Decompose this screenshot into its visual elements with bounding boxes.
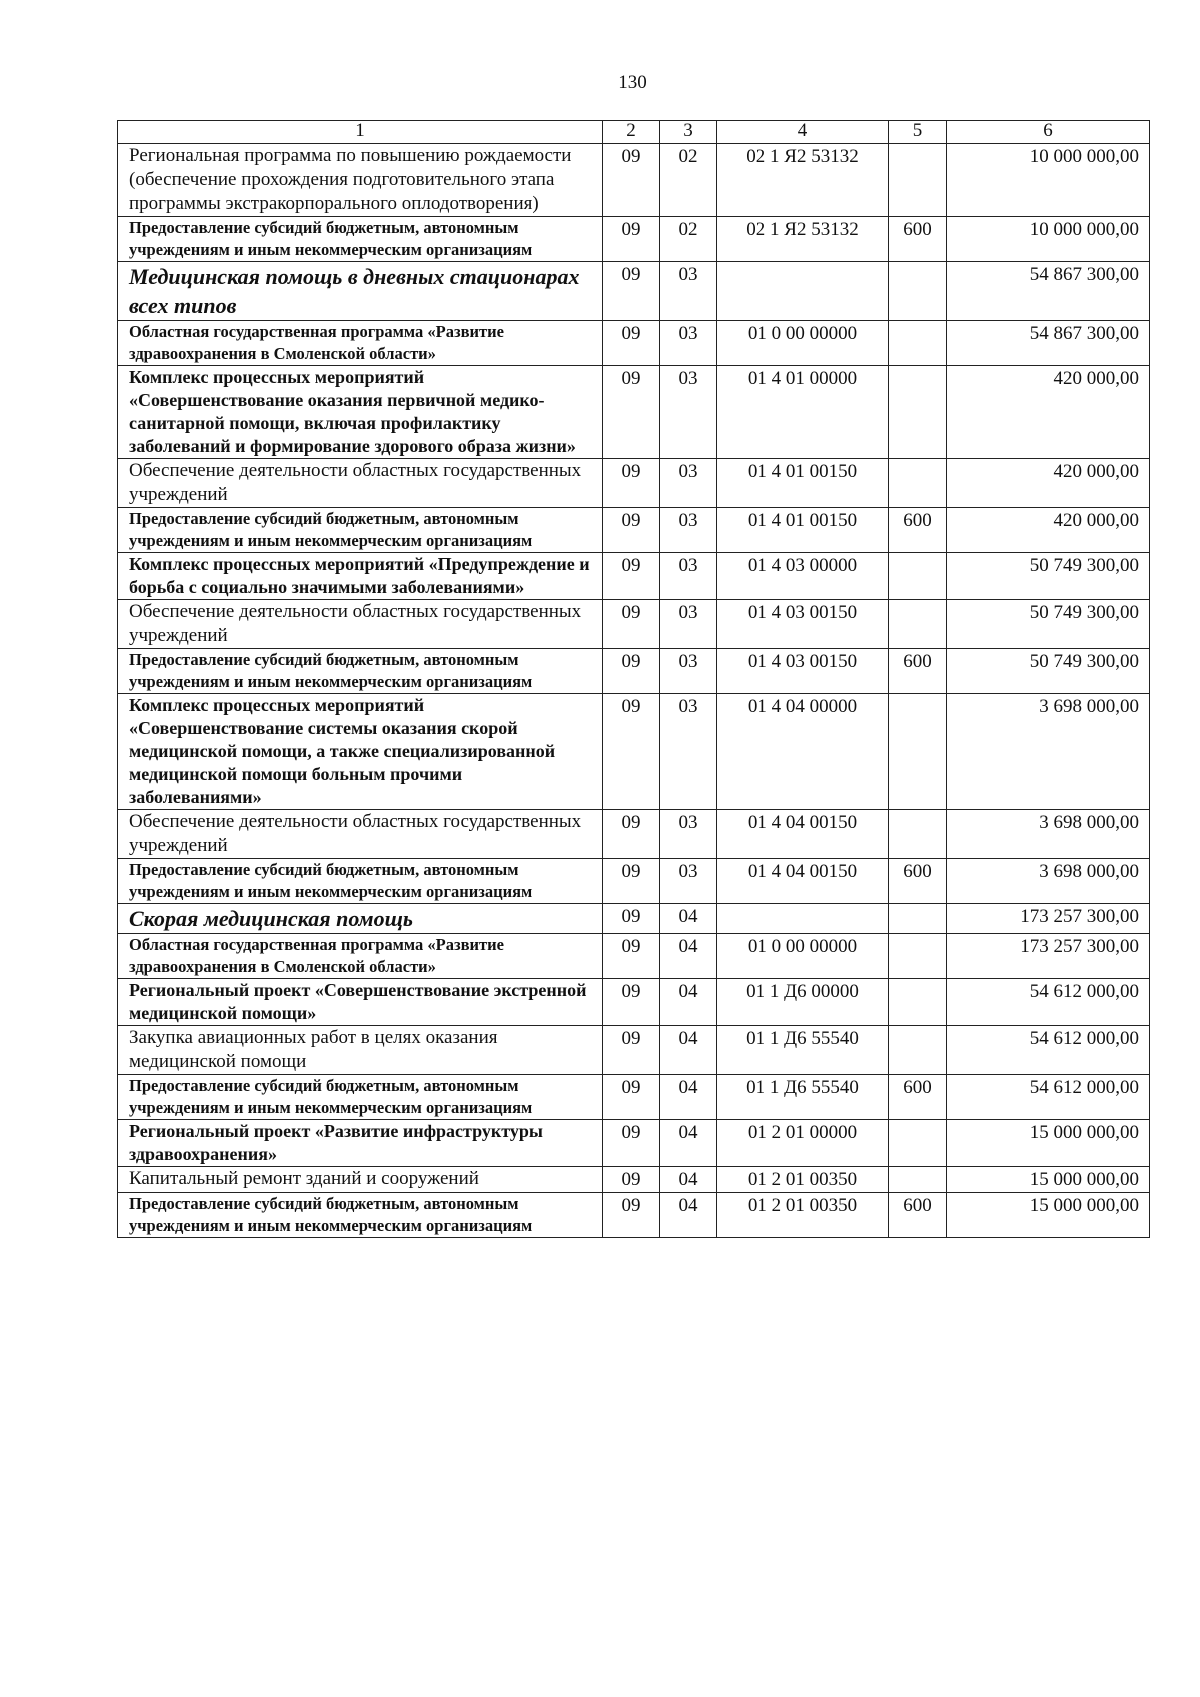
row-name-cell: Региональный проект «Совершенствование экстренной медицинской помощи» [118,979,603,1026]
row-target-article-cell [717,904,889,934]
row-subsection-cell: 04 [660,904,717,934]
row-section-cell: 09 [603,1193,660,1238]
row-name-cell: Предоставление субсидий бюджетным, автономным учреждениям и иным некоммерческим организациям [118,217,603,262]
row-target-article-cell: 01 4 03 00150 [717,600,889,649]
row-subsection-cell: 03 [660,459,717,508]
row-expense-type-cell [889,600,947,649]
table-header [118,121,1150,144]
row-subsection-cell: 02 [660,217,717,262]
row-target-article-cell: 01 4 04 00000 [717,694,889,810]
table-row [118,1120,1150,1167]
budget-table [117,120,1150,1238]
row-subsection-cell: 04 [660,1167,717,1193]
table-row [118,459,1150,508]
row-expense-type-cell [889,321,947,366]
table-row [118,144,1150,217]
row-subsection-cell: 03 [660,859,717,904]
row-subsection-cell: 03 [660,600,717,649]
row-amount-cell: 10 000 000,00 [947,144,1150,217]
row-name-cell: Скорая медицинская помощь [118,904,603,934]
row-name-cell: Обеспечение деятельности областных государственных учреждений [118,810,603,859]
row-amount-cell: 173 257 300,00 [947,934,1150,979]
row-expense-type-cell [889,262,947,321]
page-number: 130 [618,72,647,93]
row-target-article-cell: 01 1 Д6 55540 [717,1026,889,1075]
row-expense-type-cell [889,1120,947,1167]
row-target-article-cell: 02 1 Я2 53132 [717,217,889,262]
row-subsection-cell: 03 [660,508,717,553]
row-name-cell: Предоставление субсидий бюджетным, автономным учреждениям и иным некоммерческим организациям [118,649,603,694]
row-section-cell: 09 [603,553,660,600]
row-amount-cell: 50 749 300,00 [947,553,1150,600]
row-section-cell: 09 [603,694,660,810]
row-section-cell: 09 [603,321,660,366]
table-row [118,979,1150,1026]
row-section-cell: 09 [603,600,660,649]
row-amount-cell: 15 000 000,00 [947,1167,1150,1193]
row-expense-type-cell: 600 [889,217,947,262]
table-row [118,1193,1150,1238]
table-row [118,1075,1150,1120]
row-amount-cell: 15 000 000,00 [947,1120,1150,1167]
row-name-cell: Закупка авиационных работ в целях оказания медицинской помощи [118,1026,603,1075]
row-amount-cell: 3 698 000,00 [947,694,1150,810]
row-expense-type-cell: 600 [889,859,947,904]
table-row [118,1026,1150,1075]
row-section-cell: 09 [603,1075,660,1120]
row-target-article-cell [717,262,889,321]
row-amount-cell: 420 000,00 [947,366,1150,459]
row-name-cell: Предоставление субсидий бюджетным, автономным учреждениям и иным некоммерческим организациям [118,1193,603,1238]
row-name-cell: Областная государственная программа «Развитие здравоохранения в Смоленской области» [118,934,603,979]
row-section-cell: 09 [603,262,660,321]
header-col-3: 3 [660,121,717,144]
row-expense-type-cell [889,694,947,810]
row-amount-cell: 54 612 000,00 [947,979,1150,1026]
row-amount-cell: 54 612 000,00 [947,1075,1150,1120]
row-amount-cell: 10 000 000,00 [947,217,1150,262]
table-row [118,649,1150,694]
row-expense-type-cell: 600 [889,1075,947,1120]
table-row [118,1167,1150,1193]
row-target-article-cell: 01 4 01 00150 [717,459,889,508]
row-section-cell: 09 [603,1026,660,1075]
row-section-cell: 09 [603,459,660,508]
row-name-cell: Обеспечение деятельности областных государственных учреждений [118,459,603,508]
row-target-article-cell: 01 2 01 00000 [717,1120,889,1167]
row-name-cell: Комплекс процессных мероприятий «Совершенствование оказания первичной медико-санитарной помощи, включая профилактику заболеваний и формирование здорового образа жизни» [118,366,603,459]
row-target-article-cell: 01 4 01 00150 [717,508,889,553]
row-amount-cell: 420 000,00 [947,459,1150,508]
row-section-cell: 09 [603,979,660,1026]
row-amount-cell: 3 698 000,00 [947,859,1150,904]
row-subsection-cell: 02 [660,144,717,217]
row-section-cell: 09 [603,810,660,859]
row-name-cell: Обеспечение деятельности областных государственных учреждений [118,600,603,649]
row-subsection-cell: 03 [660,321,717,366]
header-col-5: 5 [889,121,947,144]
row-expense-type-cell [889,979,947,1026]
row-subsection-cell: 03 [660,366,717,459]
row-expense-type-cell [889,1026,947,1075]
row-name-cell: Предоставление субсидий бюджетным, автономным учреждениям и иным некоммерческим организациям [118,508,603,553]
row-expense-type-cell [889,366,947,459]
row-target-article-cell: 01 0 00 00000 [717,934,889,979]
row-expense-type-cell: 600 [889,1193,947,1238]
row-amount-cell: 54 867 300,00 [947,321,1150,366]
table-row [118,694,1150,810]
row-amount-cell: 3 698 000,00 [947,810,1150,859]
row-subsection-cell: 04 [660,979,717,1026]
table-row [118,321,1150,366]
row-expense-type-cell [889,1167,947,1193]
table-body [118,144,1150,1238]
table-row [118,600,1150,649]
row-section-cell: 09 [603,366,660,459]
table-row [118,508,1150,553]
row-expense-type-cell: 600 [889,649,947,694]
row-subsection-cell: 04 [660,1120,717,1167]
row-amount-cell: 54 867 300,00 [947,262,1150,321]
row-target-article-cell: 02 1 Я2 53132 [717,144,889,217]
row-expense-type-cell [889,144,947,217]
row-expense-type-cell [889,934,947,979]
row-subsection-cell: 03 [660,649,717,694]
table-row [118,366,1150,459]
row-name-cell: Предоставление субсидий бюджетным, автономным учреждениям и иным некоммерческим организациям [118,859,603,904]
row-section-cell: 09 [603,508,660,553]
row-name-cell: Капитальный ремонт зданий и сооружений [118,1167,603,1193]
table-row [118,859,1150,904]
row-name-cell: Предоставление субсидий бюджетным, автономным учреждениям и иным некоммерческим организациям [118,1075,603,1120]
row-target-article-cell: 01 4 04 00150 [717,859,889,904]
row-expense-type-cell [889,904,947,934]
row-section-cell: 09 [603,649,660,694]
row-subsection-cell: 03 [660,553,717,600]
row-amount-cell: 50 749 300,00 [947,649,1150,694]
row-expense-type-cell: 600 [889,508,947,553]
row-target-article-cell: 01 0 00 00000 [717,321,889,366]
row-target-article-cell: 01 1 Д6 55540 [717,1075,889,1120]
row-expense-type-cell [889,459,947,508]
row-subsection-cell: 03 [660,262,717,321]
row-subsection-cell: 04 [660,1075,717,1120]
row-subsection-cell: 04 [660,1026,717,1075]
row-name-cell: Медицинская помощь в дневных стационарах всех типов [118,262,603,321]
row-name-cell: Региональная программа по повышению рождаемости (обеспечение прохождения подготовительного этапа программы экстракорпорального оплодотворения) [118,144,603,217]
header-col-2: 2 [603,121,660,144]
table-row [118,217,1150,262]
row-section-cell: 09 [603,934,660,979]
row-subsection-cell: 04 [660,934,717,979]
table-row [118,904,1150,934]
row-section-cell: 09 [603,144,660,217]
row-amount-cell: 173 257 300,00 [947,904,1150,934]
row-section-cell: 09 [603,904,660,934]
row-section-cell: 09 [603,859,660,904]
row-amount-cell: 54 612 000,00 [947,1026,1150,1075]
row-expense-type-cell [889,810,947,859]
row-section-cell: 09 [603,1167,660,1193]
table-row [118,810,1150,859]
row-expense-type-cell [889,553,947,600]
table-row [118,934,1150,979]
row-section-cell: 09 [603,217,660,262]
row-name-cell: Комплекс процессных мероприятий «Совершенствование системы оказания скорой медицинской помощи, а также специализированной медицинской помощи больным прочими заболеваниями» [118,694,603,810]
row-section-cell: 09 [603,1120,660,1167]
header-col-6: 6 [947,121,1150,144]
row-amount-cell: 50 749 300,00 [947,600,1150,649]
row-target-article-cell: 01 4 03 00000 [717,553,889,600]
row-name-cell: Комплекс процессных мероприятий «Предупреждение и борьба с социально значимыми заболеваниями» [118,553,603,600]
row-target-article-cell: 01 2 01 00350 [717,1167,889,1193]
row-subsection-cell: 04 [660,1193,717,1238]
row-amount-cell: 420 000,00 [947,508,1150,553]
header-col-4: 4 [717,121,889,144]
row-amount-cell: 15 000 000,00 [947,1193,1150,1238]
row-name-cell: Областная государственная программа «Развитие здравоохранения в Смоленской области» [118,321,603,366]
header-row [118,121,1150,144]
row-subsection-cell: 03 [660,810,717,859]
row-target-article-cell: 01 2 01 00350 [717,1193,889,1238]
table-row [118,262,1150,321]
table-row [118,553,1150,600]
row-target-article-cell: 01 4 04 00150 [717,810,889,859]
row-target-article-cell: 01 4 01 00000 [717,366,889,459]
row-name-cell: Региональный проект «Развитие инфраструктуры здравоохранения» [118,1120,603,1167]
row-target-article-cell: 01 4 03 00150 [717,649,889,694]
row-subsection-cell: 03 [660,694,717,810]
header-col-1: 1 [118,121,603,144]
row-target-article-cell: 01 1 Д6 00000 [717,979,889,1026]
